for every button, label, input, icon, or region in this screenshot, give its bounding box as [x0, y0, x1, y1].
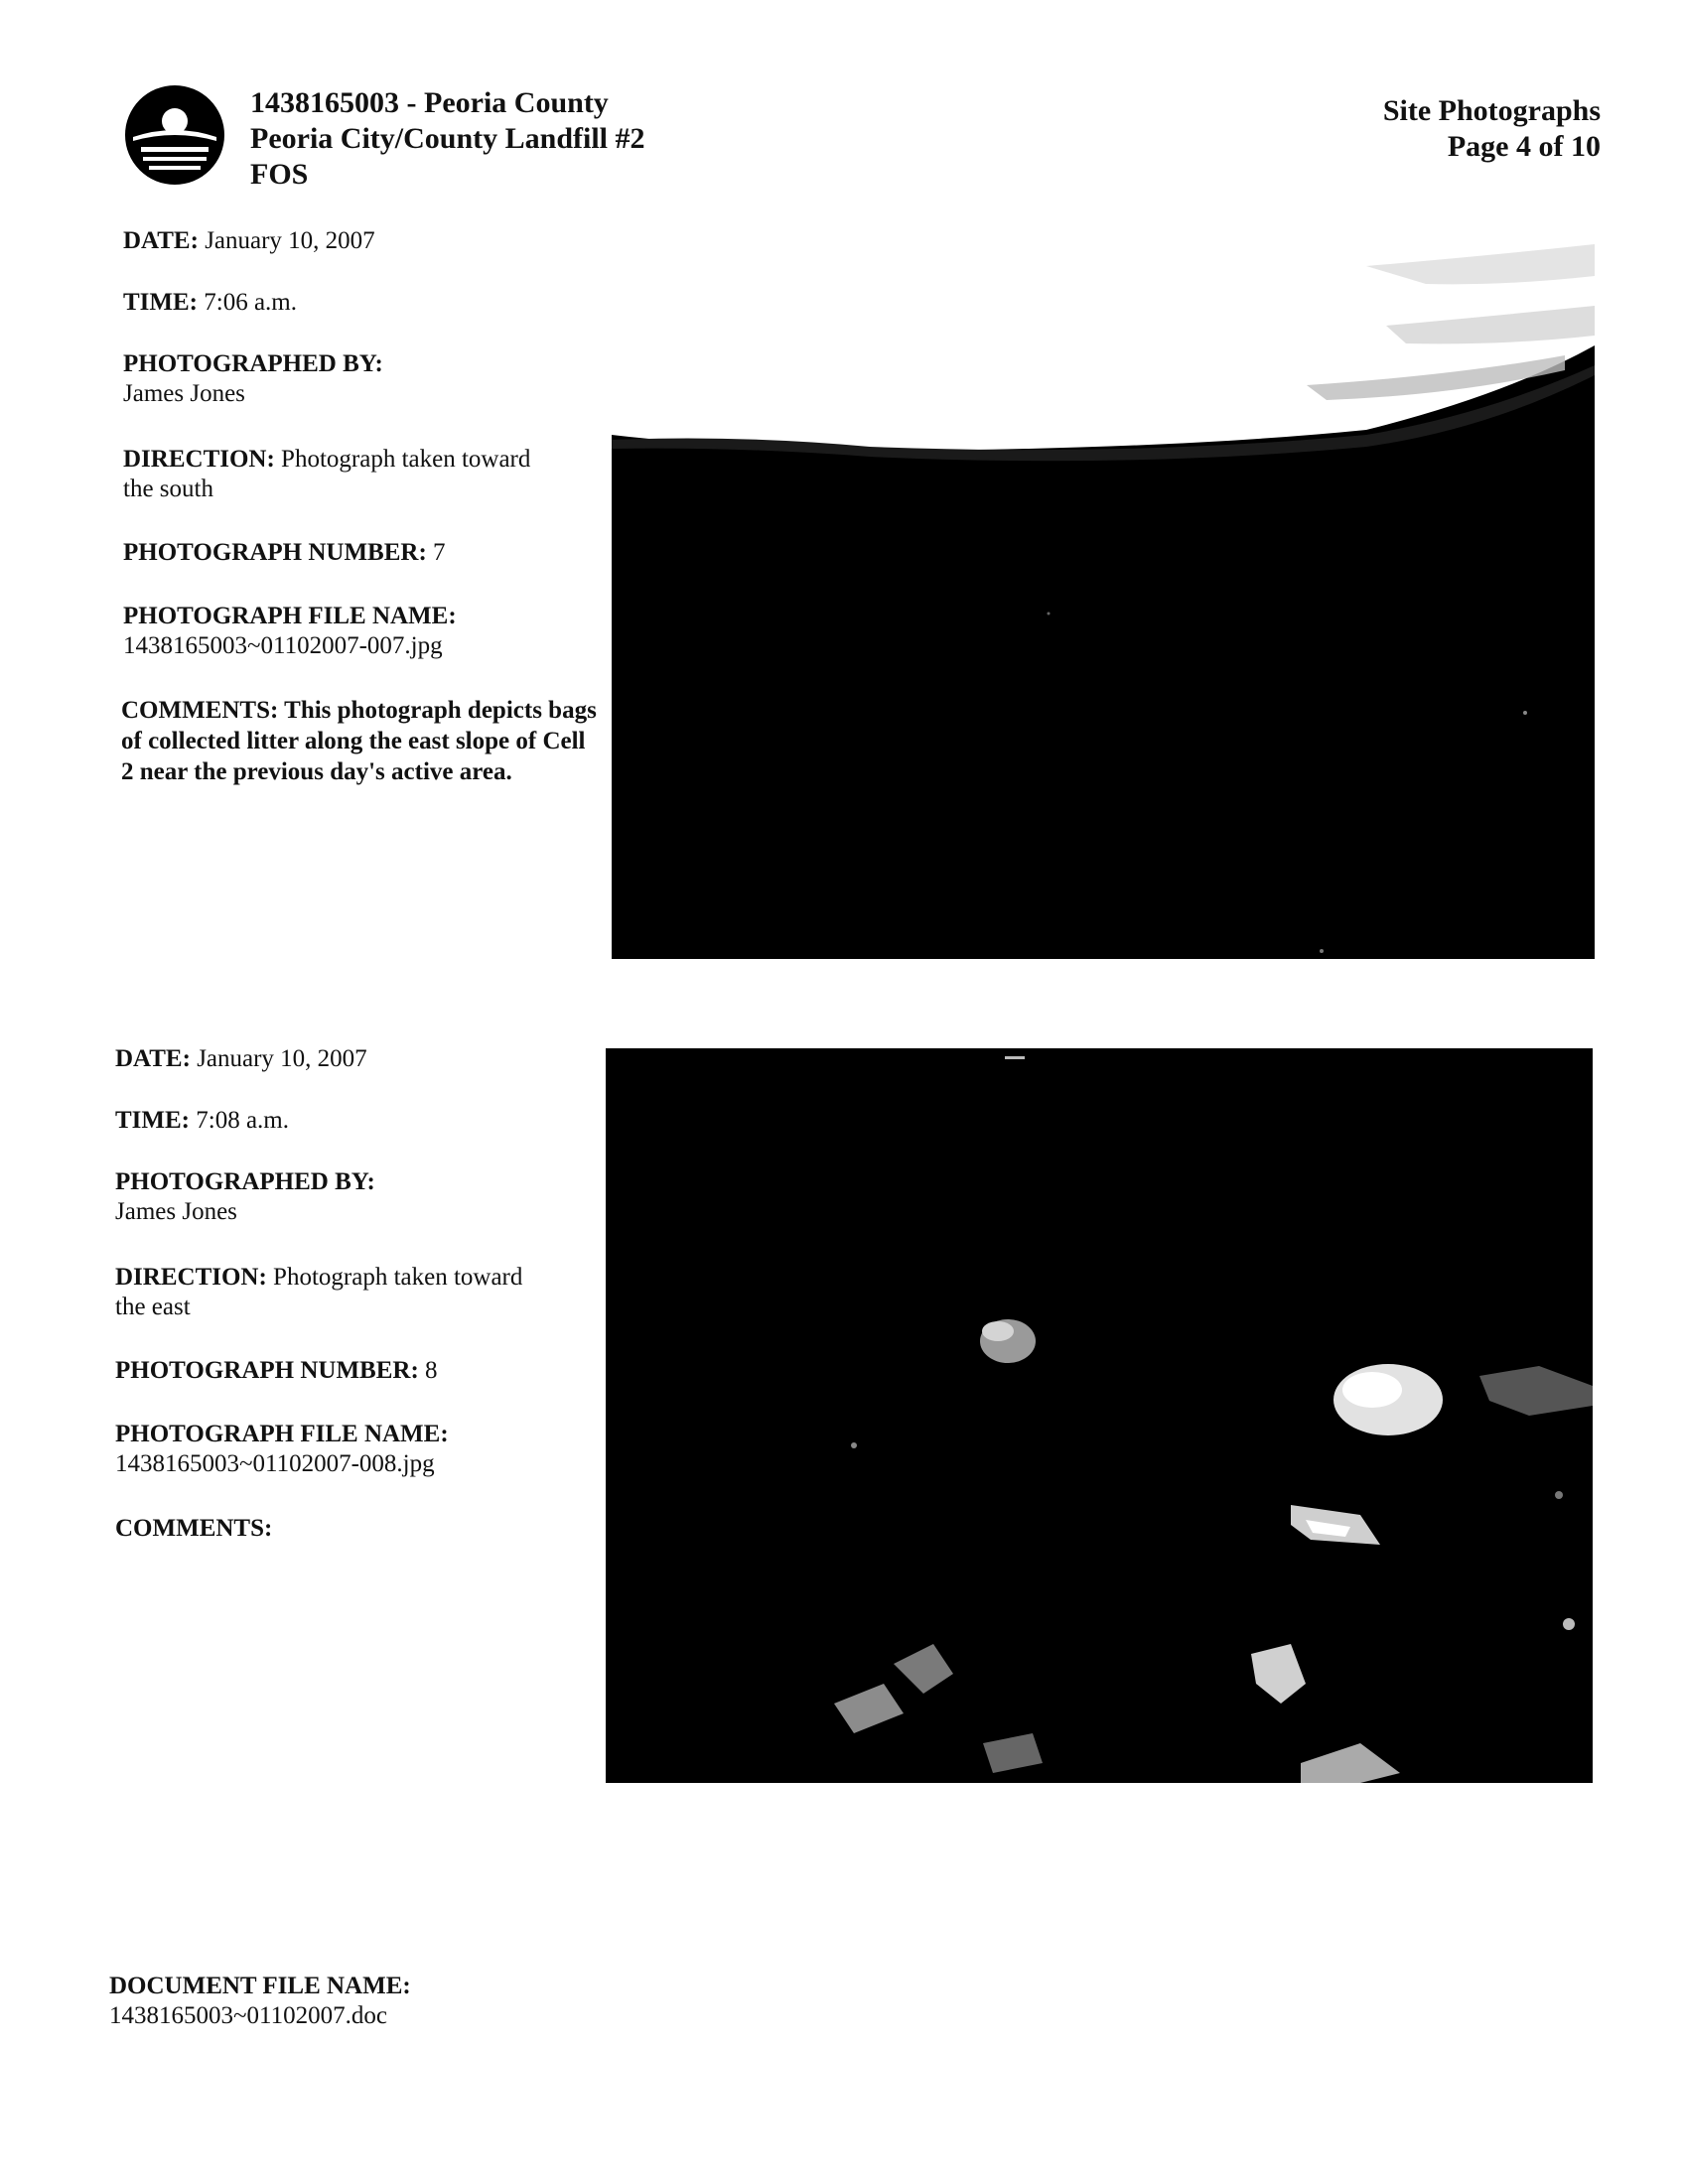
- photo-2-photographer-label: PHOTOGRAPHED BY:: [115, 1168, 375, 1195]
- page-indicator: Page 4 of 10: [1447, 130, 1601, 163]
- section-title: Site Photographs: [1382, 94, 1601, 127]
- photo-1-photographer: James Jones: [123, 380, 245, 407]
- photo-2-photographer: James Jones: [115, 1198, 237, 1225]
- photo-2-direction: DIRECTION: Photograph taken toward: [115, 1264, 523, 1291]
- photo-1-photographer-label: PHOTOGRAPHED BY:: [123, 350, 383, 377]
- header-facility-id: 1438165003 - Peoria County: [250, 86, 609, 119]
- photo-1-file-label: PHOTOGRAPH FILE NAME:: [123, 603, 457, 629]
- site-photo-8: [606, 1048, 1593, 1783]
- document-file-name: 1438165003~01102007.doc: [109, 2002, 387, 2029]
- header-facility-name: Peoria City/County Landfill #2: [250, 122, 645, 155]
- photo-2-time: TIME: 7:08 a.m.: [115, 1107, 289, 1134]
- header-report-type: FOS: [250, 158, 309, 191]
- photo-1-file-name: 1438165003~01102007-007.jpg: [123, 632, 443, 659]
- site-photo-7: [612, 236, 1595, 959]
- photo-2-file-name: 1438165003~01102007-008.jpg: [115, 1450, 435, 1477]
- agency-seal-icon: [123, 83, 226, 187]
- photo-1-date: DATE: January 10, 2007: [123, 227, 375, 254]
- photo-2-date: DATE: January 10, 2007: [115, 1045, 367, 1072]
- photo-1-comments: COMMENTS: This photograph depicts bags of collected litter along the east slope of Cell 2 near the previous day's active area.: [121, 697, 597, 785]
- photo-2-number: PHOTOGRAPH NUMBER: 8: [115, 1357, 438, 1384]
- document-file-name-label: DOCUMENT FILE NAME:: [109, 1973, 411, 1999]
- photo-1-direction: DIRECTION: Photograph taken toward: [123, 446, 531, 473]
- photo-2-comments: COMMENTS:: [115, 1515, 273, 1542]
- photo-1-direction-cont: the south: [123, 476, 213, 502]
- photo-1-number: PHOTOGRAPH NUMBER: 7: [123, 539, 446, 566]
- photo-1-time: TIME: 7:06 a.m.: [123, 289, 297, 316]
- photo-2-direction-cont: the east: [115, 1294, 191, 1320]
- photo-2-file-label: PHOTOGRAPH FILE NAME:: [115, 1421, 449, 1447]
